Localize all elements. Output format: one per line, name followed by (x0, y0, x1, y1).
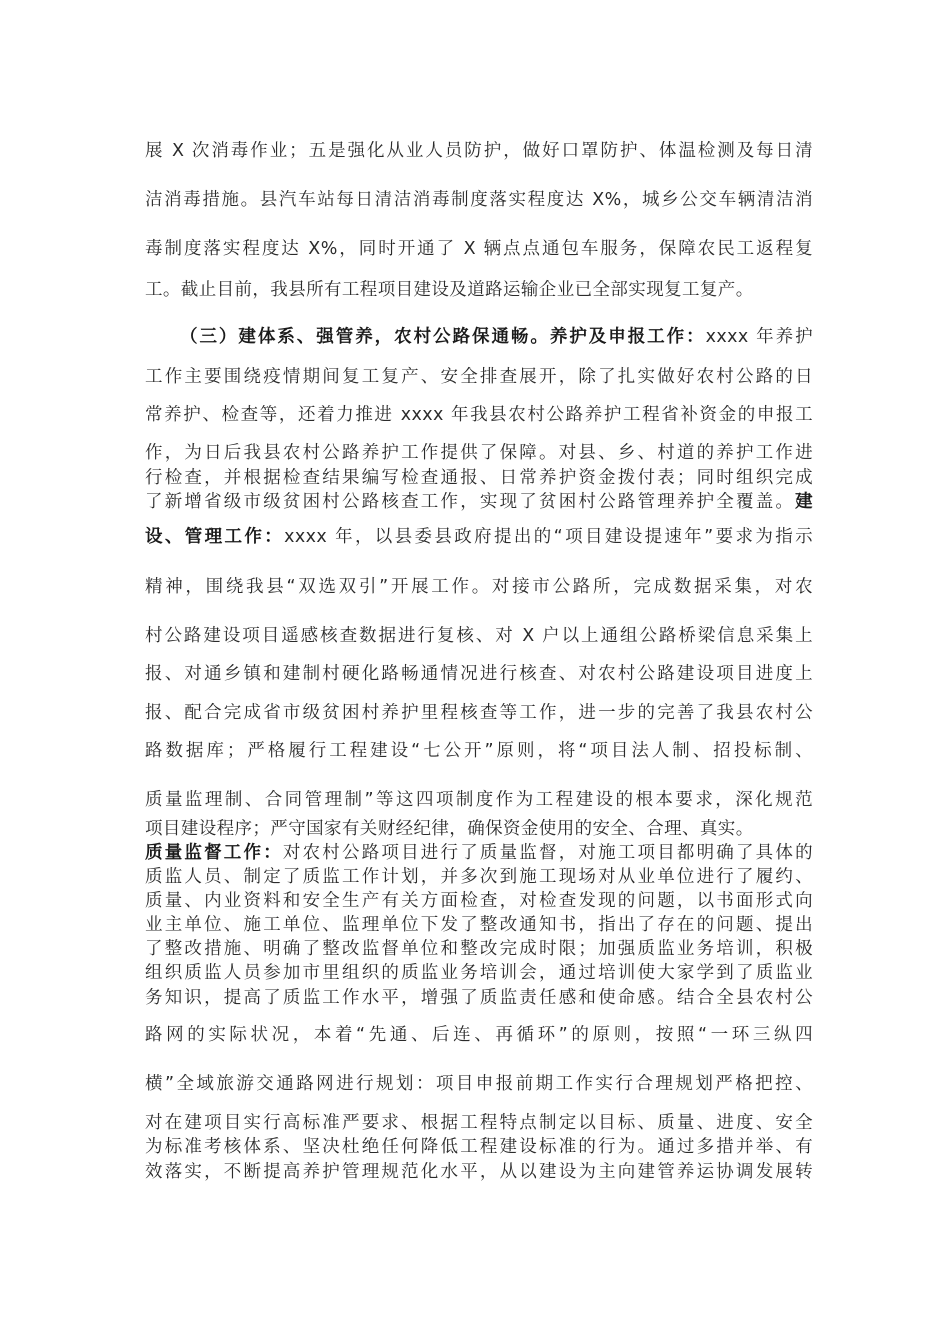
subheading-fragment: 建 (795, 492, 813, 512)
text-line: 路网的实际状况，本着“先通、后连、再循环”的原则，按照“一环三纵四 (145, 1025, 813, 1045)
text-line: 路数据库；严格履行工程建设“七公开”原则，将“项目法人制、招投标制、 (145, 741, 813, 761)
text-line: 村公路建设项目遥感核查数据进行复核、对 X 户以上通组公路桥梁信息采集上 (145, 626, 813, 646)
text-line: 质量、内业资料和安全生产有关方面检查，对检查发现的问题，以书面形式向 (145, 891, 813, 911)
text-line: 常养护、检查等，还着力推进 xxxx 年我县农村公路养护工程省补资金的申报工 (145, 405, 813, 425)
text-line: 项目建设程序；严守国家有关财经纪律，确保资金使用的安全、合理、真实。 (145, 819, 754, 839)
text-line: 报、对通乡镇和建制村硬化路畅通情况进行核查、对农村公路建设项目进度上 (145, 664, 813, 684)
subheading-line (145, 524, 813, 550)
text-line: 质量监理制、合同管理制”等这四项制度作为工程建设的根本要求，深化规范 (145, 790, 813, 810)
text-line: 洁消毒措施。县汽车站每日清洁消毒制度落实程度达 X%，城乡公交车辆清洁消 (145, 190, 813, 210)
text-fragment: xxxx 年，以县委县政府提出的“项目建设提速年”要求为指示 (284, 527, 813, 547)
text-line: 对在建项目实行高标准严要求、根据工程特点制定以目标、质量、进度、安全 (145, 1113, 813, 1133)
text-line: 为标准考核体系、坚决杜绝任何降低工程建设标准的行为。通过多措并举、有 (145, 1137, 813, 1157)
text-line: 展 X 次消毒作业；五是强化从业人员防护，做好口罩防护、体温检测及每日清 (145, 141, 813, 161)
text-line (145, 489, 813, 515)
text-line: 工。截止目前，我县所有工程项目建设及道路运输企业已全部实现复工复产。 (145, 280, 754, 300)
text-line: 精神，围绕我县“双选双引”开展工作。对接市公路所，完成数据采集，对农 (145, 577, 813, 597)
text-fragment: xxxx 年养护 (705, 327, 813, 347)
subheading: 设、管理工作： (145, 527, 285, 547)
section-heading: （三）建体系、强管养，农村公路保通畅。养护及申报工作： (180, 327, 706, 347)
text-line: 报、配合完成省市级贫困村养护里程核查等工作，进一步的完善了我县农村公 (145, 703, 813, 723)
text-line: 业主单位、施工单位、监理单位下发了整改通知书，指出了存在的问题、提出 (145, 915, 813, 935)
text-line: 毒制度落实程度达 X%，同时开通了 X 辆点点通包车服务，保障农民工返程复 (145, 239, 813, 259)
text-line: 务知识，提高了质监工作水平，增强了质监责任感和使命感。结合全县农村公 (145, 988, 813, 1008)
subheading: 质量监督工作： (145, 843, 283, 863)
text-line: 效落实，不断提高养护管理规范化水平，从以建设为主向建管养运协调发展转 (145, 1162, 813, 1182)
text-line: 作，为日后我县农村公路养护工作提供了保障。对县、乡、村道的养护工作进 (145, 443, 813, 463)
subheading-line (145, 840, 813, 866)
text-line: 行检查，并根据检查结果编写检查通报、日常养护资金拨付表；同时组织完成 (145, 468, 813, 488)
text-line: 组织质监人员参加市里组织的质监业务培训会，通过培训使大家学到了质监业 (145, 963, 813, 983)
section-heading-line (180, 324, 813, 350)
text-fragment: 了新增省级市级贫困村公路核查工作，实现了贫困村公路管理养护全覆盖。 (145, 492, 796, 512)
text-line: 质监人员、制定了质监工作计划，并多次到施工现场对从业单位进行了履约、 (145, 867, 813, 887)
text-line: 了整改措施、明确了整改监督单位和整改完成时限；加强质监业务培训，积极 (145, 939, 813, 959)
text-line: 工作主要围绕疫情期间复工复产、安全排查展开，除了扎实做好农村公路的日 (145, 367, 813, 387)
text-line: 横”全域旅游交通路网进行规划：项目申报前期工作实行合理规划严格把控、 (145, 1074, 813, 1094)
text-fragment: 对农村公路项目进行了质量监督，对施工项目都明确了具体的 (282, 843, 813, 863)
